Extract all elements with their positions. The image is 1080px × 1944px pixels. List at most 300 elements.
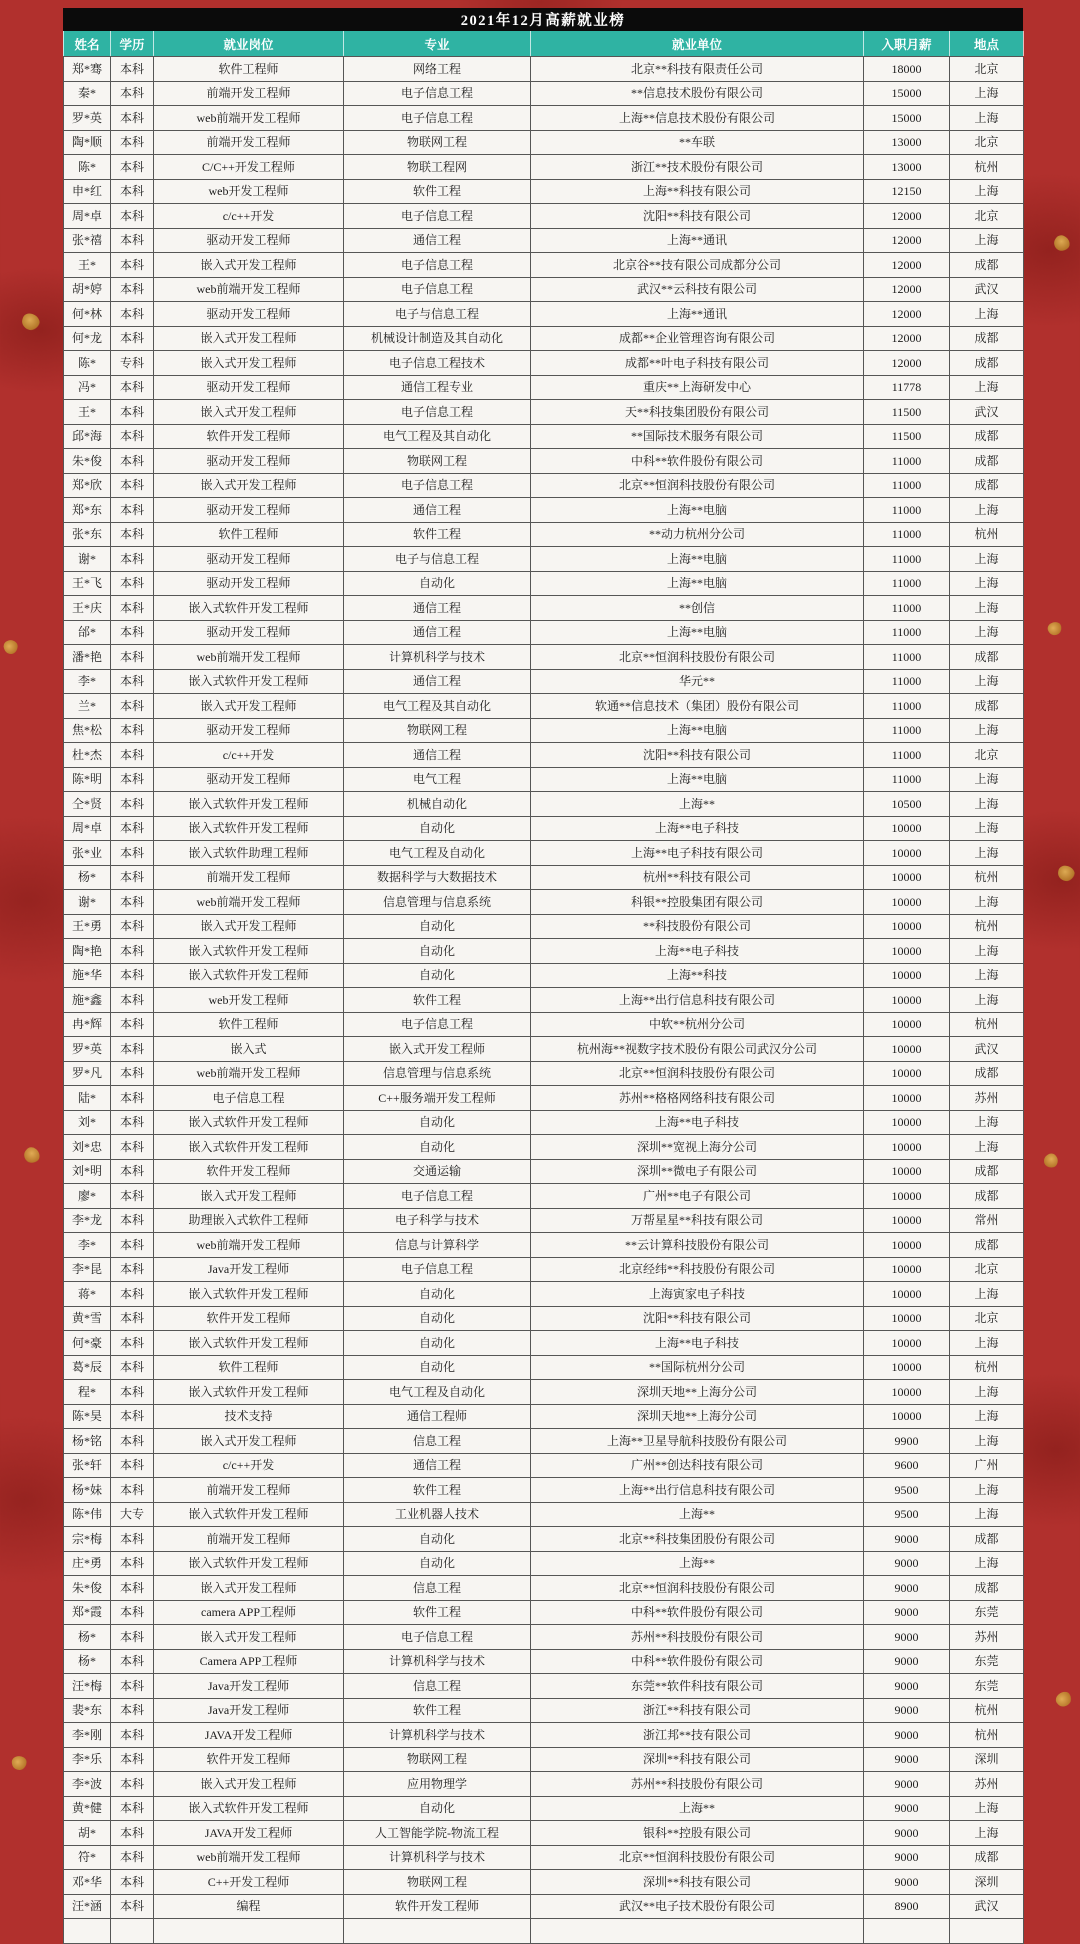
cell-salary: 10000 [864, 817, 950, 842]
cell-location: 上海 [950, 106, 1024, 131]
cell-position: Java开发工程师 [154, 1674, 344, 1699]
cell-position: 嵌入式软件开发工程师 [154, 939, 344, 964]
cell-location: 上海 [950, 1405, 1024, 1430]
table-row [64, 400, 1023, 425]
cell-name: 郑*骞 [64, 57, 111, 82]
cell-employer: 上海**电脑 [531, 547, 864, 572]
cell-position: 嵌入式开发工程师 [154, 327, 344, 352]
cell-salary: 15000 [864, 106, 950, 131]
cell-major: 自动化 [344, 915, 531, 940]
cell-position: 嵌入式开发工程师 [154, 351, 344, 376]
cell-employer: 浙江**技术股份有限公司 [531, 155, 864, 180]
cell-position: JAVA开发工程师 [154, 1723, 344, 1748]
cell-salary: 10000 [864, 1405, 950, 1430]
cell-location: 上海 [950, 1380, 1024, 1405]
cell-degree: 本科 [111, 57, 154, 82]
cell-employer: 软通**信息技术（集团）股份有限公司 [531, 694, 864, 719]
cell-name: 杨* [64, 866, 111, 891]
cell-position: 驱动开发工程师 [154, 302, 344, 327]
cell-name: 朱*俊 [64, 449, 111, 474]
cell-major: 计算机科学与技术 [344, 1650, 531, 1675]
cell-location: 杭州 [950, 1356, 1024, 1381]
cell-name: 李*乐 [64, 1748, 111, 1773]
cell-location: 杭州 [950, 155, 1024, 180]
cell-position: 嵌入式软件开发工程师 [154, 1282, 344, 1307]
cell-name: 冉*辉 [64, 1013, 111, 1038]
cell-major: 自动化 [344, 1797, 531, 1822]
cell-major: 物联网工程 [344, 1870, 531, 1895]
cell-name: 陈*伟 [64, 1503, 111, 1528]
cell-degree: 本科 [111, 1135, 154, 1160]
cell-name: 胡* [64, 1821, 111, 1846]
cell-position: C++开发工程师 [154, 1870, 344, 1895]
cell-salary: 11000 [864, 768, 950, 793]
cell-degree: 本科 [111, 1160, 154, 1185]
page-title: 2021年12月高薪就业榜 [460, 13, 626, 29]
cell-location: 杭州 [950, 1699, 1024, 1724]
cell-employer: 上海**科技有限公司 [531, 180, 864, 205]
cell-employer: **信息技术股份有限公司 [531, 82, 864, 107]
table-row [64, 1013, 1023, 1038]
cell-salary: 9000 [864, 1601, 950, 1626]
cell-position: 嵌入式软件开发工程师 [154, 670, 344, 695]
cell-salary: 10000 [864, 1209, 950, 1234]
cell-salary: 11000 [864, 743, 950, 768]
cell-major: 软件工程 [344, 1699, 531, 1724]
cell-salary: 9900 [864, 1429, 950, 1454]
table-row [64, 1380, 1023, 1405]
cell-employer: 深圳**科技有限公司 [531, 1870, 864, 1895]
table-row [64, 964, 1023, 989]
cell-name: 刘*明 [64, 1160, 111, 1185]
cell-major: 物联网工程 [344, 1748, 531, 1773]
cell-degree: 本科 [111, 498, 154, 523]
cell-employer: 杭州**科技有限公司 [531, 866, 864, 891]
table-row [64, 155, 1023, 180]
table-row [64, 547, 1023, 572]
cell-employer: **国际杭州分公司 [531, 1356, 864, 1381]
cell-degree: 本科 [111, 572, 154, 597]
cell-degree: 本科 [111, 376, 154, 401]
cell-position: 嵌入式软件开发工程师 [154, 1797, 344, 1822]
table-row [64, 1601, 1023, 1626]
cell-location: 上海 [950, 1331, 1024, 1356]
cell-major: 自动化 [344, 817, 531, 842]
cell-employer: 深圳天地**上海分公司 [531, 1405, 864, 1430]
cell-major: 软件工程 [344, 1601, 531, 1626]
table-row [64, 1503, 1023, 1528]
cell-major: 自动化 [344, 1356, 531, 1381]
cell-name: 朱*俊 [64, 1576, 111, 1601]
cell-position: 驱动开发工程师 [154, 449, 344, 474]
cell-position: web前端开发工程师 [154, 278, 344, 303]
cell-employer: 北京**恒润科技股份有限公司 [531, 1846, 864, 1871]
cell-location: 上海 [950, 841, 1024, 866]
cell-employer: 上海**电脑 [531, 768, 864, 793]
cell-employer: 成都**叶电子科技有限公司 [531, 351, 864, 376]
cell-salary: 9000 [864, 1821, 950, 1846]
cell-employer: 上海寅家电子科技 [531, 1282, 864, 1307]
table-row [64, 645, 1023, 670]
cell-position: 软件开发工程师 [154, 425, 344, 450]
cell-location: 北京 [950, 743, 1024, 768]
cell-degree: 本科 [111, 719, 154, 744]
cell-employer: 广州**电子有限公司 [531, 1184, 864, 1209]
cell-degree: 本科 [111, 1454, 154, 1479]
column-header-name: 姓名 [64, 31, 111, 56]
cell-employer: 深圳**微电子有限公司 [531, 1160, 864, 1185]
cell-degree: 本科 [111, 1895, 154, 1920]
cell-location: 上海 [950, 1552, 1024, 1577]
cell-degree: 本科 [111, 1576, 154, 1601]
cell-salary: 10000 [864, 1380, 950, 1405]
cell-position: 嵌入式开发工程师 [154, 253, 344, 278]
cell-employer: 武汉**云科技有限公司 [531, 278, 864, 303]
cell-location: 杭州 [950, 523, 1024, 548]
table-row [64, 1086, 1023, 1111]
cell-major: 计算机科学与技术 [344, 1723, 531, 1748]
cell-degree: 本科 [111, 1380, 154, 1405]
table-row [64, 1576, 1023, 1601]
cell-major: 电子信息工程 [344, 1184, 531, 1209]
cell-major: 信息管理与信息系统 [344, 1062, 531, 1087]
cell-location: 上海 [950, 768, 1024, 793]
cell-location: 广州 [950, 1454, 1024, 1479]
cell-degree: 本科 [111, 890, 154, 915]
cell-degree: 本科 [111, 1625, 154, 1650]
gold-ornament-icon [2, 638, 20, 656]
cell-position: 驱动开发工程师 [154, 768, 344, 793]
cell-location: 上海 [950, 1821, 1024, 1846]
cell-employer: 上海**电子科技 [531, 1331, 864, 1356]
cell-employer: 科银**控股集团有限公司 [531, 890, 864, 915]
cell-salary: 9000 [864, 1846, 950, 1871]
cell-location: 北京 [950, 204, 1024, 229]
cell-employer: **车联 [531, 131, 864, 156]
cell-name: 仝*贤 [64, 792, 111, 817]
column-header-employer: 就业单位 [531, 31, 864, 56]
cell-position: 嵌入式软件开发工程师 [154, 964, 344, 989]
table-row [64, 768, 1023, 793]
cell-position: 嵌入式软件开发工程师 [154, 1135, 344, 1160]
cell-location: 上海 [950, 719, 1024, 744]
cell-name: 郑*东 [64, 498, 111, 523]
cell-name: 陶*艳 [64, 939, 111, 964]
cell-major: 电子科学与技术 [344, 1209, 531, 1234]
cell-salary: 11000 [864, 498, 950, 523]
cell-employer: 深圳**宽视上海分公司 [531, 1135, 864, 1160]
cell-location: 上海 [950, 1282, 1024, 1307]
cell-employer: 北京**恒润科技股份有限公司 [531, 474, 864, 499]
cell-degree: 本科 [111, 817, 154, 842]
cell-name: 施*鑫 [64, 988, 111, 1013]
table-row [64, 1527, 1023, 1552]
cell-location: 上海 [950, 1797, 1024, 1822]
table-row [64, 1454, 1023, 1479]
cell-major: 自动化 [344, 1282, 531, 1307]
cell-position: c/c++开发 [154, 743, 344, 768]
cell-employer: 重庆**上海研发中心 [531, 376, 864, 401]
cell-employer [531, 1919, 864, 1944]
cell-salary: 12000 [864, 204, 950, 229]
cell-position: web前端开发工程师 [154, 1846, 344, 1871]
salary-ranking-table [63, 8, 1023, 1944]
cell-degree: 本科 [111, 253, 154, 278]
cell-degree: 本科 [111, 768, 154, 793]
cell-major: 电子信息工程 [344, 82, 531, 107]
cell-salary: 11000 [864, 474, 950, 499]
cell-major: 网络工程 [344, 57, 531, 82]
cell-location: 上海 [950, 498, 1024, 523]
cell-position: 软件工程师 [154, 1013, 344, 1038]
cell-major: 机械自动化 [344, 792, 531, 817]
cell-employer: 北京谷**技有限公司成都分公司 [531, 253, 864, 278]
cell-name: 冯* [64, 376, 111, 401]
cell-degree: 本科 [111, 1429, 154, 1454]
table-row [64, 302, 1023, 327]
table-row [64, 449, 1023, 474]
cell-salary: 9000 [864, 1748, 950, 1773]
cell-major: 电气工程及其自动化 [344, 694, 531, 719]
cell-position: camera APP工程师 [154, 1601, 344, 1626]
cell-salary: 10000 [864, 1356, 950, 1381]
cell-degree: 本科 [111, 1821, 154, 1846]
cell-degree: 本科 [111, 204, 154, 229]
cell-salary: 9000 [864, 1552, 950, 1577]
cell-degree: 本科 [111, 1062, 154, 1087]
table-row [64, 1356, 1023, 1381]
cell-salary: 11000 [864, 670, 950, 695]
cell-location: 上海 [950, 1135, 1024, 1160]
cell-salary: 10000 [864, 939, 950, 964]
gold-ornament-icon [1053, 1688, 1074, 1709]
cell-position: c/c++开发 [154, 204, 344, 229]
cell-salary: 12000 [864, 351, 950, 376]
cell-position: 软件开发工程师 [154, 1160, 344, 1185]
cell-degree: 本科 [111, 1307, 154, 1332]
cell-location [950, 1919, 1024, 1944]
cell-major: 信息工程 [344, 1674, 531, 1699]
table-row [64, 719, 1023, 744]
cell-employer: 北京**恒润科技股份有限公司 [531, 1576, 864, 1601]
cell-employer: 东莞**软件科技有限公司 [531, 1674, 864, 1699]
cell-degree: 本科 [111, 1723, 154, 1748]
cell-name: 何*豪 [64, 1331, 111, 1356]
cell-salary: 10000 [864, 1233, 950, 1258]
table-row [64, 1870, 1023, 1895]
cell-degree: 本科 [111, 988, 154, 1013]
cell-degree: 本科 [111, 915, 154, 940]
cell-location: 武汉 [950, 278, 1024, 303]
cell-position: 驱动开发工程师 [154, 572, 344, 597]
cell-degree: 本科 [111, 278, 154, 303]
cell-name: 黄*雪 [64, 1307, 111, 1332]
cell-salary: 15000 [864, 82, 950, 107]
table-row [64, 841, 1023, 866]
cell-salary: 10000 [864, 1307, 950, 1332]
cell-location: 上海 [950, 82, 1024, 107]
cell-location: 武汉 [950, 400, 1024, 425]
cell-major [344, 1919, 531, 1944]
table-row [64, 890, 1023, 915]
cell-major: 通信工程 [344, 743, 531, 768]
cell-employer: 上海**卫星导航科技股份有限公司 [531, 1429, 864, 1454]
table-row [64, 988, 1023, 1013]
cell-major: 软件开发工程师 [344, 1895, 531, 1920]
cell-location: 上海 [950, 988, 1024, 1013]
cell-major: 电子信息工程 [344, 278, 531, 303]
cell-employer: 苏州**格格网络科技有限公司 [531, 1086, 864, 1111]
cell-position: 驱动开发工程师 [154, 229, 344, 254]
cell-name: 庄*勇 [64, 1552, 111, 1577]
cell-salary: 10000 [864, 964, 950, 989]
cell-name: 何*龙 [64, 327, 111, 352]
cell-degree: 本科 [111, 106, 154, 131]
cell-salary: 9500 [864, 1503, 950, 1528]
cell-position: 嵌入式软件开发工程师 [154, 596, 344, 621]
table-row [64, 939, 1023, 964]
cell-salary: 12000 [864, 302, 950, 327]
cell-location: 成都 [950, 1160, 1024, 1185]
table-row [64, 1748, 1023, 1773]
table-row [64, 596, 1023, 621]
cell-name: 陈*明 [64, 768, 111, 793]
table-row [64, 621, 1023, 646]
cell-employer: 上海** [531, 1797, 864, 1822]
cell-major: 嵌入式开发工程师 [344, 1037, 531, 1062]
cell-salary: 12000 [864, 229, 950, 254]
table-row [64, 1723, 1023, 1748]
cell-location: 上海 [950, 596, 1024, 621]
table-row [64, 792, 1023, 817]
cell-degree: 本科 [111, 1772, 154, 1797]
cell-position: 嵌入式开发工程师 [154, 1772, 344, 1797]
cell-location: 东莞 [950, 1674, 1024, 1699]
cell-employer: 上海**通讯 [531, 302, 864, 327]
cell-salary: 11000 [864, 719, 950, 744]
cell-name: 杨* [64, 1625, 111, 1650]
table-row [64, 1135, 1023, 1160]
cell-name: 葛*辰 [64, 1356, 111, 1381]
cell-name: 谢* [64, 890, 111, 915]
cell-major: 机械设计制造及其自动化 [344, 327, 531, 352]
cell-position: Java开发工程师 [154, 1258, 344, 1283]
cell-name: 杨* [64, 1650, 111, 1675]
cell-location: 上海 [950, 547, 1024, 572]
cell-major: 自动化 [344, 1111, 531, 1136]
cell-degree: 本科 [111, 1674, 154, 1699]
cell-location: 东莞 [950, 1601, 1024, 1626]
cell-name: 陆* [64, 1086, 111, 1111]
cell-major: 通信工程 [344, 1454, 531, 1479]
cell-major: 自动化 [344, 1552, 531, 1577]
cell-position: 嵌入式开发工程师 [154, 1576, 344, 1601]
cell-position: web前端开发工程师 [154, 1062, 344, 1087]
cell-degree: 本科 [111, 1282, 154, 1307]
cell-position: 软件开发工程师 [154, 1748, 344, 1773]
cell-location: 北京 [950, 1307, 1024, 1332]
table-row [64, 694, 1023, 719]
cell-position: 软件开发工程师 [154, 1307, 344, 1332]
cell-name: 李* [64, 670, 111, 695]
cell-major: 自动化 [344, 1307, 531, 1332]
cell-employer: 中软**杭州分公司 [531, 1013, 864, 1038]
cell-major: 应用物理学 [344, 1772, 531, 1797]
cell-major: 数据科学与大数据技术 [344, 866, 531, 891]
table-row [64, 743, 1023, 768]
cell-salary: 10000 [864, 1331, 950, 1356]
column-header-location: 地点 [950, 31, 1024, 56]
cell-major: 通信工程专业 [344, 376, 531, 401]
cell-salary: 10000 [864, 1135, 950, 1160]
cell-location: 上海 [950, 964, 1024, 989]
cell-major: 通信工程 [344, 229, 531, 254]
cell-employer: 沈阳**科技有限公司 [531, 204, 864, 229]
cell-salary: 9000 [864, 1625, 950, 1650]
table-row [64, 1282, 1023, 1307]
cell-salary: 12000 [864, 253, 950, 278]
cell-salary: 11000 [864, 523, 950, 548]
cell-position: 嵌入式软件开发工程师 [154, 1380, 344, 1405]
cell-salary: 12150 [864, 180, 950, 205]
cell-major: 电气工程 [344, 768, 531, 793]
cell-salary: 10000 [864, 1160, 950, 1185]
cell-employer: **国际技术服务有限公司 [531, 425, 864, 450]
cell-major: 交通运输 [344, 1160, 531, 1185]
cell-major: 电气工程及其自动化 [344, 425, 531, 450]
cell-location: 深圳 [950, 1748, 1024, 1773]
cell-name: 秦* [64, 82, 111, 107]
table-row [64, 1674, 1023, 1699]
cell-location: 苏州 [950, 1772, 1024, 1797]
table-row [64, 866, 1023, 891]
table-row [64, 131, 1023, 156]
cell-employer: 天**科技集团股份有限公司 [531, 400, 864, 425]
cell-degree: 本科 [111, 1037, 154, 1062]
cell-degree: 本科 [111, 1233, 154, 1258]
cell-location: 上海 [950, 1503, 1024, 1528]
cell-location: 成都 [950, 351, 1024, 376]
cell-name: 胡*婷 [64, 278, 111, 303]
cell-major: 信息工程 [344, 1429, 531, 1454]
cell-major: 通信工程师 [344, 1405, 531, 1430]
cell-major: 自动化 [344, 572, 531, 597]
gold-ornament-icon [20, 312, 42, 333]
cell-salary: 9600 [864, 1454, 950, 1479]
cell-salary: 10000 [864, 1258, 950, 1283]
table-row [64, 1405, 1023, 1430]
cell-position: 前端开发工程师 [154, 1527, 344, 1552]
table-row [64, 572, 1023, 597]
cell-major: 自动化 [344, 939, 531, 964]
cell-salary: 11500 [864, 400, 950, 425]
table-row [64, 1062, 1023, 1087]
cell-position: c/c++开发 [154, 1454, 344, 1479]
cell-name: 王* [64, 253, 111, 278]
cell-name: 程* [64, 1380, 111, 1405]
cell-salary: 10000 [864, 1013, 950, 1038]
cell-degree: 本科 [111, 449, 154, 474]
cell-employer: 上海** [531, 792, 864, 817]
cell-position: 嵌入式软件开发工程师 [154, 792, 344, 817]
cell-location: 成都 [950, 1184, 1024, 1209]
cell-employer: 上海** [531, 1503, 864, 1528]
cell-degree: 本科 [111, 1258, 154, 1283]
cell-major: 工业机器人技术 [344, 1503, 531, 1528]
cell-employer: 上海**电子科技有限公司 [531, 841, 864, 866]
cell-name: 汪*梅 [64, 1674, 111, 1699]
cell-name: 焦*松 [64, 719, 111, 744]
